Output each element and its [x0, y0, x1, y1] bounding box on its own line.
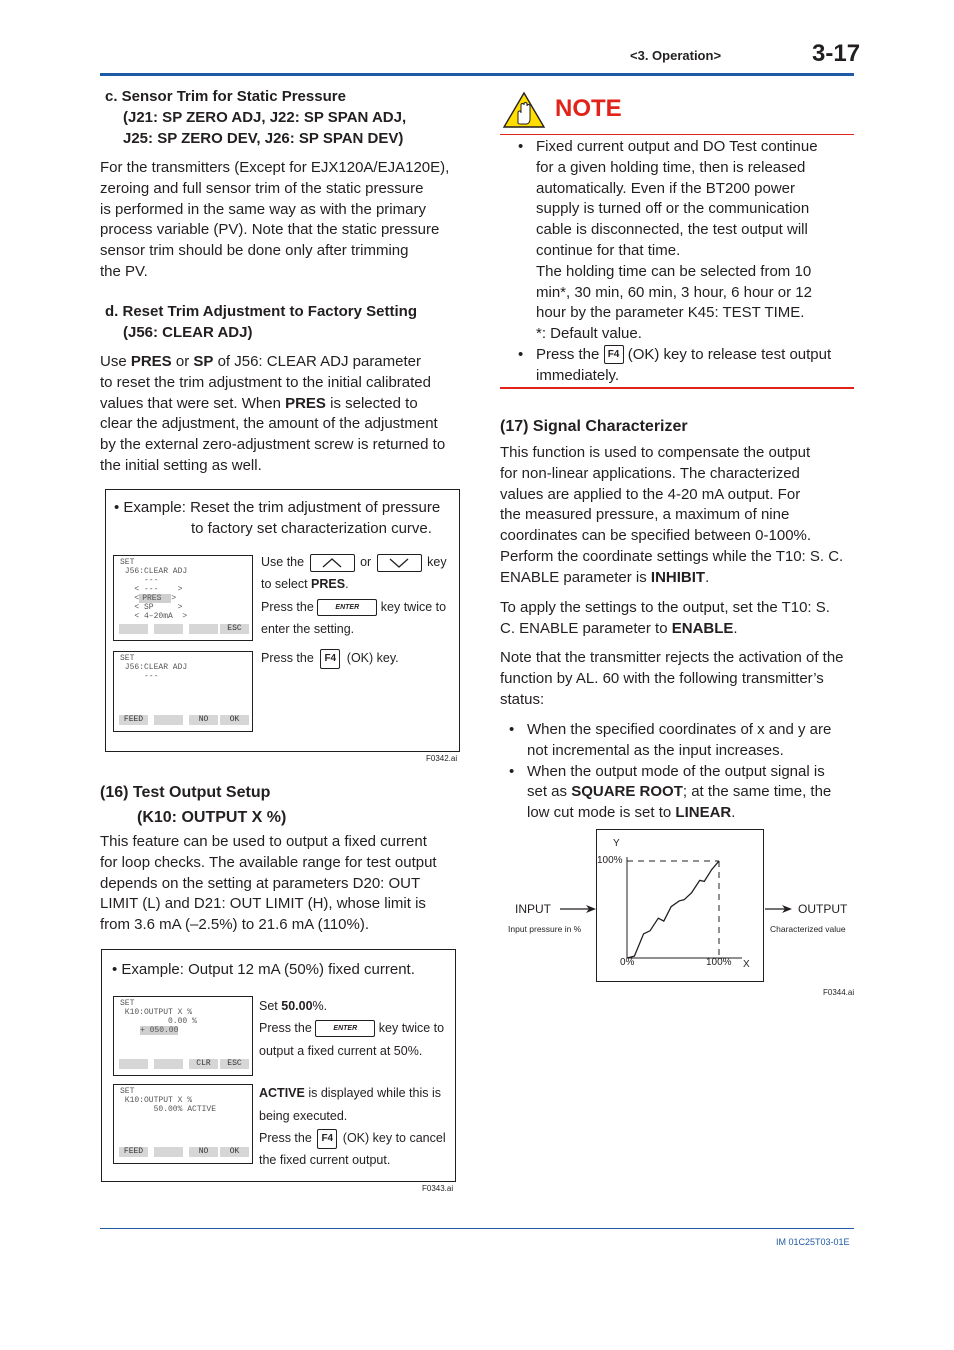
text-line: coordinates can be specified between 0-100%. [500, 527, 812, 545]
section-c-title-2: (J21: SP ZERO ADJ, J22: SP SPAN ADJ, [123, 109, 407, 126]
condition-bullet-1: • When the specified coordinates of x and y are not incremental as the input increases. [527, 720, 857, 762]
text-line: zeroing and full sensor trim of the static pressure [100, 179, 424, 197]
section-17-paragraph-3 [500, 648, 860, 710]
lcd-fkey-ok: OK [220, 715, 249, 725]
text-line: the PV. [100, 262, 148, 280]
figure-output-test [101, 949, 456, 1182]
lcd-line: J56:CLEAR ADJ [120, 567, 188, 576]
instruction-1: Set 50.00%. [259, 999, 328, 1013]
lcd-fkey-1 [119, 624, 148, 634]
text-line: Note that the transmitter rejects the activation of the [500, 649, 844, 666]
lcd-line: K10:OUTPUT X % [120, 1008, 193, 1017]
lcd-fkey-2 [154, 1147, 183, 1157]
instruction-5: Press the F4 (OK) key. [261, 647, 399, 670]
instruction-4: enter the setting. [261, 622, 355, 636]
figure-clear-adj [105, 489, 460, 752]
lcd-line: SET [120, 999, 135, 1008]
lcd-line: SET [120, 1087, 135, 1096]
text-line: for non-linear applications. The characterized [500, 464, 800, 482]
lcd-screen-clear-adj-result [113, 651, 253, 732]
text-line: C. ENABLE parameter to ENABLE. [500, 619, 738, 637]
lcd-fkey-1 [119, 1059, 148, 1069]
lcd-line-selected: < PRES > [120, 594, 177, 603]
lcd-fkey-2 [154, 715, 183, 725]
lcd-screen-clear-adj-select [113, 555, 253, 641]
lcd-line: < SP > [120, 603, 183, 612]
section-d-title-2: (J56: CLEAR ADJ) [123, 324, 253, 341]
text-line: to reset the trim adjustment to the initial calibrated [100, 373, 431, 391]
output-label: OUTPUT [798, 902, 848, 916]
x-axis-label: X [743, 959, 750, 970]
lcd-line: --- [120, 576, 159, 585]
lcd-fkey-esc: ESC [220, 1059, 249, 1069]
f4-key-icon: F4 [604, 345, 624, 364]
example-text: • Example: Output 12 mA (50%) fixed current. [112, 961, 415, 978]
note-top-rule [500, 134, 854, 135]
lcd-fkey-feed: FEED [119, 715, 148, 725]
instruction-1: Use the or key [261, 551, 447, 574]
section-17-bullets [527, 720, 857, 824]
text-line: is performed in the same way as with the primary [100, 200, 426, 218]
y-tick-100: 100% [597, 855, 623, 866]
instruction-2: to select PRES. [261, 577, 349, 591]
section-17-paragraph-1 [500, 443, 860, 589]
lcd-screen-output-set [113, 996, 253, 1076]
section-17-title: (17) Signal Characterizer [500, 418, 688, 435]
note-title: NOTE [555, 95, 622, 122]
footer-rule [100, 1228, 854, 1229]
instruction-3: output a fixed current at 50%. [259, 1044, 423, 1058]
lcd-fkey-no: NO [189, 715, 218, 725]
text-line: depends on the setting at parameters D20: OUT [100, 874, 421, 892]
section-d-heading [105, 301, 417, 343]
lcd-screen-output-active [113, 1084, 253, 1164]
lcd-line: < 4–20mA > [120, 612, 188, 621]
lcd-line: --- [120, 672, 159, 681]
section-16-title: (16) Test Output Setup [100, 784, 271, 801]
section-c-heading [105, 86, 406, 149]
text-line: ENABLE parameter is INHIBIT. [500, 568, 710, 586]
page-number: 3-17 [812, 40, 861, 67]
instruction-5: being executed. [259, 1109, 348, 1123]
lcd-line: J56:CLEAR ADJ [120, 663, 188, 672]
x-tick-100: 100% [706, 957, 732, 968]
lcd-fkey-2 [154, 1059, 183, 1069]
figure-id: F0344.ai [823, 988, 855, 997]
text-line: by the external zero-adjustment screw is returned to [100, 436, 446, 454]
x-tick-0: 0% [620, 957, 635, 968]
section-c-title-1: c. Sensor Trim for Static Pressure [105, 88, 346, 105]
text-line: Use PRES or SP of J56: CLEAR ADJ parameter [100, 353, 421, 370]
lcd-fkey-no: NO [189, 1147, 218, 1157]
text-line: For the transmitters (Except for EJX120A/EJA120E), [100, 159, 450, 176]
text-line: To apply the settings to the output, set the T10: S. [500, 599, 830, 616]
f4-key-icon: F4 [320, 649, 340, 669]
text-line: values that were set. When PRES is selected to [100, 394, 418, 412]
lcd-fkey-clr: CLR [189, 1059, 218, 1069]
note-bullet-1: • Fixed current output and DO Test continue for a given holding time, then is released automatically. Even if the BT200 power supply is turned off or the communication cable is disconnected, the test output will continue for that time. The holding time can be selected from 10 min*, 30 min, 60 min, 3 hour, 6 hour or 12 hour by the parameter K45: TEST TIME. *: Default value. [536, 137, 854, 345]
text-line: the measured pressure, a maximum of nine [500, 506, 790, 524]
instruction-3: Press the ENTER key twice to [261, 596, 446, 619]
text-line: the initial setting as well. [100, 456, 262, 474]
condition-bullet-2: • When the output mode of the output signal is set as SQUARE ROOT; at the same time, the low cut mode is set to LINEAR. [527, 762, 857, 824]
input-label: INPUT [515, 902, 551, 916]
text-line: This feature can be used to output a fixed current [100, 833, 427, 850]
note-bottom-rule [500, 387, 854, 389]
text-line: LIMIT (L) and D21: OUT LIMIT (H), whose limit is [100, 895, 426, 913]
lcd-line-edit: + 050.00 [140, 1026, 179, 1035]
lcd-fkey-feed: FEED [119, 1147, 148, 1157]
lcd-line: 50.00% ACTIVE [120, 1105, 217, 1114]
figure-id: F0342.ai [426, 754, 458, 763]
characterized-curve [627, 861, 719, 958]
instruction-7: the fixed current output. [259, 1153, 391, 1167]
enter-key-icon: ENTER [315, 1020, 375, 1037]
instruction-4: ACTIVE is displayed while this is [259, 1086, 442, 1100]
lcd-fkey-2 [154, 624, 183, 634]
enter-key-icon: ENTER [317, 599, 377, 616]
document-id: IM 01C25T03-01E [776, 1237, 850, 1247]
y-axis-label: Y [613, 838, 620, 849]
lcd-line: K10:OUTPUT X % [120, 1096, 193, 1105]
text-line: function by AL. 60 with the following transmitter’s [500, 669, 824, 687]
instruction-6: Press the F4 (OK) key to cancel [259, 1127, 446, 1150]
section-17-paragraph-2 [500, 598, 860, 640]
section-c-title-3: J25: SP ZERO DEV, J26: SP SPAN DEV) [123, 130, 404, 147]
input-sub-label: Input pressure in % [508, 924, 582, 934]
section-d-body [100, 352, 470, 477]
warning-hand-icon [502, 91, 546, 134]
signal-characterizer-figure [500, 825, 860, 1000]
lcd-line: SET [120, 558, 135, 567]
lcd-fkey-3 [189, 624, 218, 634]
text-line: values are applied to the 4-20 mA output. For [500, 485, 801, 503]
up-arrow-key-icon [310, 554, 355, 572]
output-sub-label: Characterized value [770, 924, 846, 934]
lcd-line: < --- > [120, 585, 183, 594]
section-d-title-1: d. Reset Trim Adjustment to Factory Setting [105, 303, 417, 320]
text-line: sensor trim should be done only after trimming [100, 242, 409, 260]
note-bullet-2: • Press the F4 (OK) key to release test output immediately. [536, 345, 854, 387]
lcd-fkey-ok: OK [220, 1147, 249, 1157]
text-line: process variable (PV). Note that the static pressure [100, 221, 440, 239]
text-line: from 3.6 mA (–2.5%) to 21.6 mA (110%). [100, 916, 370, 934]
down-arrow-key-icon [377, 554, 422, 572]
lcd-fkey-esc: ESC [220, 624, 249, 634]
section-label: <3. Operation> [630, 48, 722, 63]
example-text-2: to factory set characterization curve. [191, 520, 432, 537]
section-16-body [100, 832, 470, 936]
text-line: for loop checks. The available range for test output [100, 853, 437, 871]
text-line: This function is used to compensate the output [500, 444, 811, 461]
f4-key-icon: F4 [317, 1129, 337, 1149]
header-rule [100, 73, 854, 76]
note-body [536, 137, 854, 387]
lcd-line: 0.00 % [120, 1017, 197, 1026]
lcd-line: SET [120, 654, 135, 663]
example-text-1: • Example: Reset the trim adjustment of pressure [114, 499, 441, 516]
instruction-2: Press the ENTER key twice to [259, 1017, 444, 1040]
text-line: status: [500, 690, 545, 708]
figure-id: F0343.ai [422, 1184, 454, 1193]
section-16-subtitle: (K10: OUTPUT X %) [137, 809, 287, 826]
text-line: clear the adjustment, the amount of the adjustment [100, 415, 438, 433]
text-line: Perform the coordinate settings while the T10: S. C. [500, 547, 844, 565]
section-c-body [100, 158, 470, 283]
